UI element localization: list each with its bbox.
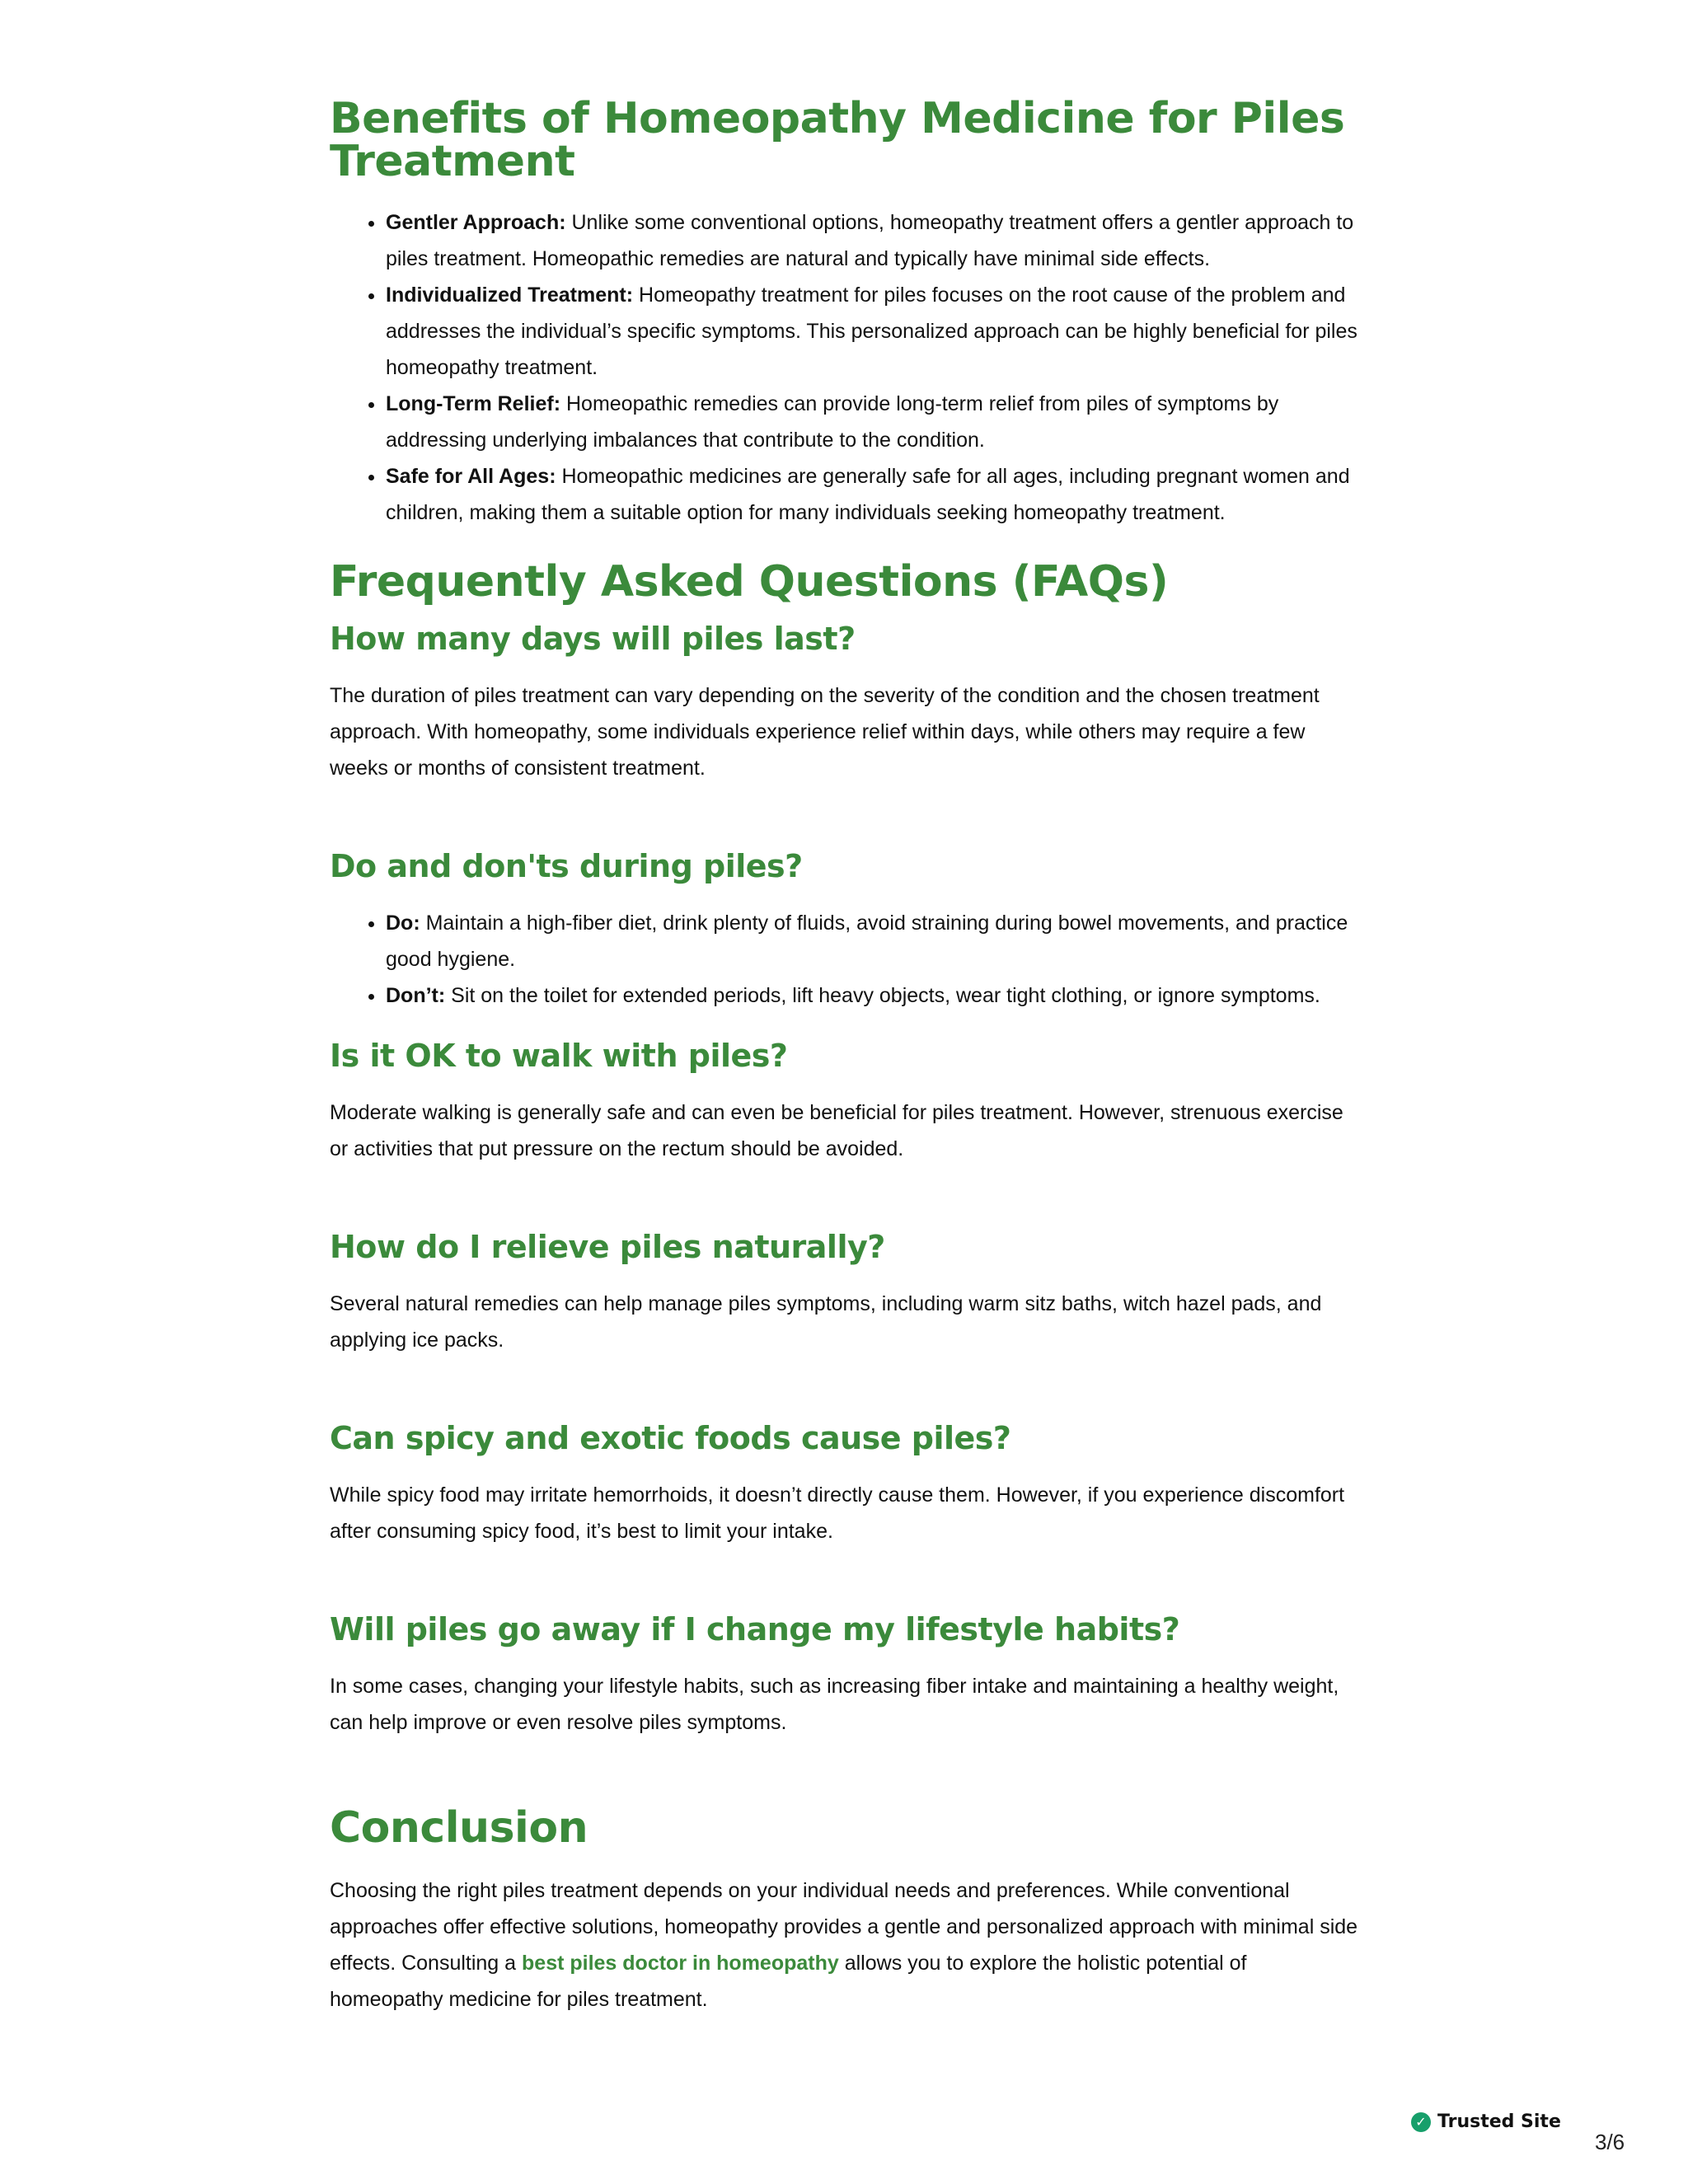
do-label: Do:	[386, 912, 420, 935]
faq-answer: Several natural remedies can help manage piles symptoms, including warm sitz baths, witch hazel pads, and applying ice packs.	[330, 1292, 1322, 1352]
list-item	[386, 277, 1360, 386]
benefit-text: Homeopathic medicines are generally safe for all ages, including pregnant women and children, making them a suitable option for many individuals seeking homeopathy treatment.	[386, 465, 1350, 524]
faq-question: How do I relieve piles naturally?	[330, 1229, 885, 1265]
do-dont-list	[330, 905, 1360, 1014]
article-content	[330, 94, 1360, 2018]
list-item	[386, 977, 1360, 1014]
dont-label: Don’t:	[386, 984, 446, 1007]
trusted-site-label: Trusted Site	[1437, 2111, 1561, 2132]
list-item	[386, 458, 1360, 531]
trusted-site-badge[interactable]	[1411, 2111, 1561, 2132]
page-number: 3/6	[1595, 2130, 1625, 2154]
benefit-text: Homeopathy treatment for piles focuses on the root cause of the problem and addresses the individual’s specific symptoms. This personalized approach can be highly beneficial for piles homeopathy treatment.	[386, 284, 1357, 379]
benefit-label: Safe for All Ages:	[386, 465, 556, 488]
faq-answer: While spicy food may irritate hemorrhoids, it doesn’t directly cause them. However, if you experience discomfort after consuming spicy food, it’s best to limit your intake.	[330, 1483, 1345, 1543]
list-item	[386, 905, 1360, 977]
faq-question: Will piles go away if I change my lifestyle habits?	[330, 1611, 1180, 1647]
conclusion-text	[330, 1872, 1360, 2018]
faq-question: Is it OK to walk with piles?	[330, 1038, 788, 1074]
check-circle-icon: ✓	[1411, 2112, 1431, 2132]
best-piles-doctor-link[interactable]: best piles doctor in homeopathy	[522, 1952, 839, 1975]
conclusion-text-after: allows you to explore the holistic potential of homeopathy medicine for piles treatment.	[330, 1952, 1247, 2011]
benefit-label: Gentler Approach:	[386, 211, 566, 234]
faq-question: Do and don'ts during piles?	[330, 848, 803, 884]
faq-answer: The duration of piles treatment can vary depending on the severity of the condition and the chosen treatment approach. With homeopathy, some individuals experience relief within days, while others may require a few weeks or months of consistent treatment.	[330, 684, 1320, 780]
benefit-text: Unlike some conventional options, homeopathy treatment offers a gentler approach to piles treatment. Homeopathic remedies are natural and typically have minimal side effects.	[386, 211, 1354, 270]
faq-answer: Moderate walking is generally safe and can even be beneficial for piles treatment. However, strenuous exercise or activities that put pressure on the rectum should be avoided.	[330, 1101, 1343, 1160]
list-item	[386, 204, 1360, 277]
faq-question: How many days will piles last?	[330, 621, 856, 657]
do-text: Maintain a high-fiber diet, drink plenty of fluids, avoid straining during bowel movements, and practice good hygiene.	[386, 912, 1348, 971]
dont-text: Sit on the toilet for extended periods, lift heavy objects, wear tight clothing, or ignore symptoms.	[445, 984, 1320, 1007]
benefit-text: Homeopathic remedies can provide long-term relief from piles of symptoms by addressing underlying imbalances that contribute to the condition.	[386, 392, 1279, 452]
list-item	[386, 386, 1360, 458]
benefit-label: Individualized Treatment:	[386, 284, 634, 307]
conclusion-text-before: Choosing the right piles treatment depends on your individual needs and preferences. While conventional approaches offer effective solutions, homeopathy provides a gentle and personalized approach with minimal side effects. Consulting a	[330, 1879, 1358, 1975]
faqs-heading: Frequently Asked Questions (FAQs)	[330, 557, 1169, 607]
faq-question: Can spicy and exotic foods cause piles?	[330, 1420, 1011, 1456]
faq-answer: In some cases, changing your lifestyle habits, such as increasing fiber intake and maintaining a healthy weight, can help improve or even resolve piles symptoms.	[330, 1675, 1339, 1734]
conclusion-heading: Conclusion	[330, 1803, 588, 1853]
benefits-heading: Benefits of Homeopathy Medicine for Piles Treatment	[330, 94, 1345, 186]
benefit-label: Long-Term Relief:	[386, 392, 561, 415]
benefits-list	[330, 204, 1360, 531]
